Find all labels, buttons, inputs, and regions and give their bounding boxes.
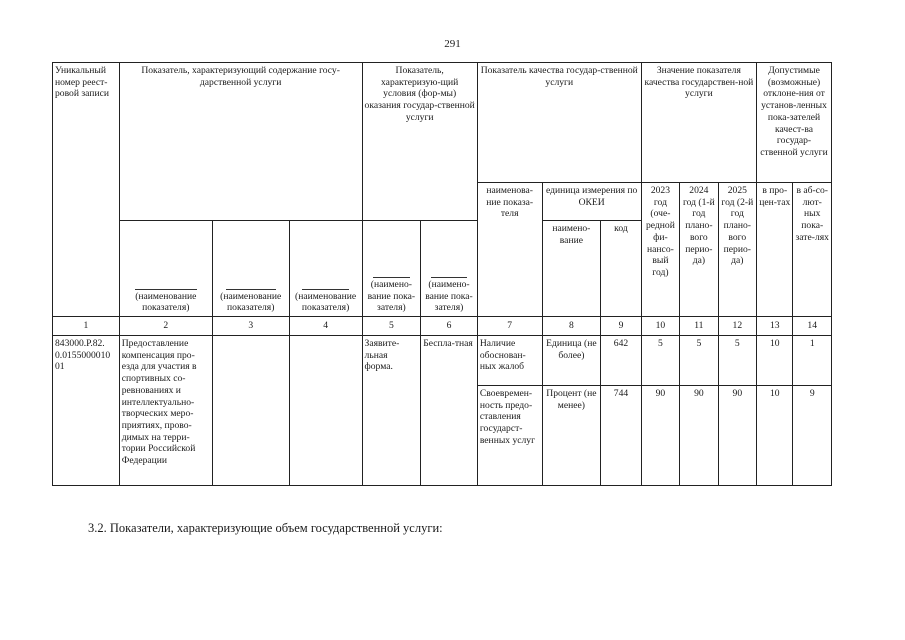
deviation-absolute: 1 [793,336,832,386]
header-unique-number: Уникальный номер реест-ровой записи [53,63,120,317]
deviation-absolute: 9 [793,386,832,486]
header-year-2025: 2025 год (2-й год плано-вого перио-да) [718,183,756,317]
indicator-code: 744 [601,386,641,486]
column-number: 4 [289,317,362,336]
column-number: 5 [362,317,421,336]
condition-value: Заявите-льная форма. [362,336,421,486]
content-value-empty [212,336,289,486]
column-numbers-row [53,317,832,336]
header-okei-name: наимено-вание [542,221,601,317]
header-conditions-indicator: Показатель, характеризую-щий условия (фор-мы) оказания государ-ственной услуги [362,63,477,221]
column-number: 2 [119,317,212,336]
column-number: 3 [212,317,289,336]
column-number: 1 [53,317,120,336]
value-2025: 5 [718,336,756,386]
header-quality-value: Значение показателя качества государствен-ной услуги [641,63,756,183]
value-2023: 90 [641,386,679,486]
deviation-percent: 10 [757,386,793,486]
header-condition-placeholder-1: (наимено-вание пока-зателя) [362,221,421,317]
column-number: 12 [718,317,756,336]
indicator-name: Наличие обоснован-ных жалоб [477,336,542,386]
registry-number: 843000.Р.82. 0.0155000010 01 [53,336,120,486]
header-okei-unit: единица измерения по ОКЕИ [542,183,641,221]
header-content-placeholder-2: (наименование показателя) [212,221,289,317]
column-number: 13 [757,317,793,336]
column-number: 10 [641,317,679,336]
value-2024: 90 [680,386,718,486]
content-value: Предоставление компенсация про-езда для участия в спортивных со-ревнованиях и интеллектуально-творческих меро-приятиях, прово-димых на терри-тории Российской Федерации [119,336,212,486]
indicator-unit: Процент (не менее) [542,386,601,486]
header-content-indicator: Показатель, характеризующий содержание госу-дарственной услуги [119,63,362,221]
header-in-percent: в про-цен-тах [757,183,793,317]
table-row [53,336,832,386]
condition-value: Беспла-тная [421,336,478,486]
column-number: 11 [680,317,718,336]
column-number: 6 [421,317,478,336]
indicator-name: Своевремен-ность предо-ставления государст-венных услуг [477,386,542,486]
indicator-code: 642 [601,336,641,386]
header-year-2024: 2024 год (1-й год плано-вого перио-да) [680,183,718,317]
value-2025: 90 [718,386,756,486]
content-value-empty [289,336,362,486]
indicator-unit: Единица (не более) [542,336,601,386]
header-indicator-name: наименова-ние показа-теля [477,183,542,317]
column-number: 9 [601,317,641,336]
header-year-2023: 2023 год (оче-редной фи-нансо-вый год) [641,183,679,317]
column-number: 8 [542,317,601,336]
header-content-placeholder-1: (наименование показателя) [119,221,212,317]
header-okei-code: код [601,221,641,317]
column-number: 14 [793,317,832,336]
page-number: 291 [444,38,461,50]
deviation-percent: 10 [757,336,793,386]
header-condition-placeholder-2: (наимено-вание пока-зателя) [421,221,478,317]
header-content-placeholder-3: (наименование показателя) [289,221,362,317]
column-number: 7 [477,317,542,336]
header-allowed-deviation: Допустимые (возможные) отклоне-ния от установ-ленных пока-зателей качест-ва государ-ственной услуги [757,63,832,183]
value-2023: 5 [641,336,679,386]
header-in-absolute: в аб-со-лют-ных пока-зате-лях [793,183,832,317]
section-title: 3.2. Показатели, характеризующие объем государственной услуги: [88,521,443,535]
header-quality-indicator: Показатель качества государ-ственной услуги [477,63,641,183]
value-2024: 5 [680,336,718,386]
quality-indicators-table [52,62,832,486]
